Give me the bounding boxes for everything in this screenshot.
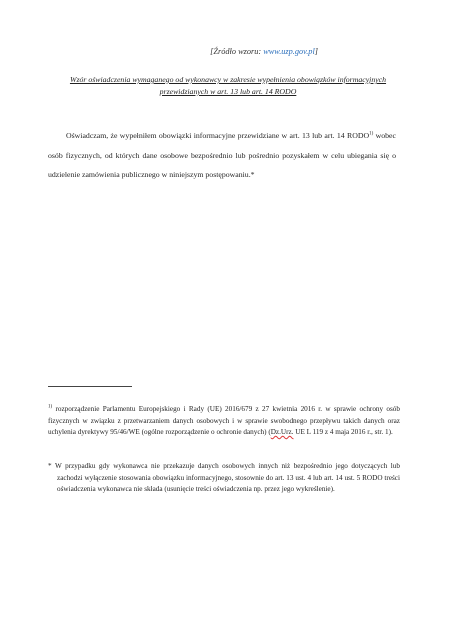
source-prefix: [Źródło wzoru: xyxy=(210,47,264,56)
source-suffix: ] xyxy=(314,47,318,56)
source-note xyxy=(210,47,318,56)
source-link[interactable]: www.uzp.gov.pl xyxy=(263,47,315,56)
document-title: Wzór oświadczenia wymaganego od wykonawcy w zakresie wypełnienia obowiązków informacyjnych przewidzianych w art. 13 lub art. 14 RODO xyxy=(69,75,387,96)
declaration-part1: Oświadczam, że wypełniłem obowiązki informacyjne przewidziane w art. 13 lub art. 14 RODO xyxy=(66,131,370,140)
footnote-1-abbrev: Dz.Urz. xyxy=(270,428,294,436)
declaration-paragraph xyxy=(48,126,396,185)
footnote-1 xyxy=(48,404,400,439)
footnote-1-marker: 1) xyxy=(48,404,53,410)
footnote-1-text-after: UE L 119 z 4 maja 2016 r., str. 1). xyxy=(293,428,393,436)
footnote-ref-1: 1) xyxy=(369,131,374,137)
declaration-part2: wobec osób fizycznych, od których dane osobowe bezpośrednio lub pośrednio pozyskałem w celu ubiegania się o udzielenie zamówienia publicznego w niniejszym postępowaniu.* xyxy=(48,131,396,179)
footnote-1-text-before: rozporządzenie Parlamentu Europejskiego i Rady (UE) 2016/679 z 27 kwietnia 2016 r. w sprawie ochrony osób fizycznych w związku z przetwarzaniem danych osobowych i w sprawie swobodnego przepływu takich danych oraz uchylenia dyrektywy 95/46/WE (ogólne rozporządzenie o ochronie danych) ( xyxy=(48,405,400,436)
footnote-separator xyxy=(48,386,132,387)
footnote-asterisk: * W przypadku gdy wykonawca nie przekazuje danych osobowych innych niż bezpośrednio jego dotyczących lub zachodzi wyłączenie stosowania obowiązku informacyjnego, stosownie do art. 13 ust. 4 lub art. 14 ust. 5 RODO treści oświadczenia wykonawca nie składa (usunięcie treści oświadczenia np. przez jego wykreślenie). xyxy=(48,462,400,493)
